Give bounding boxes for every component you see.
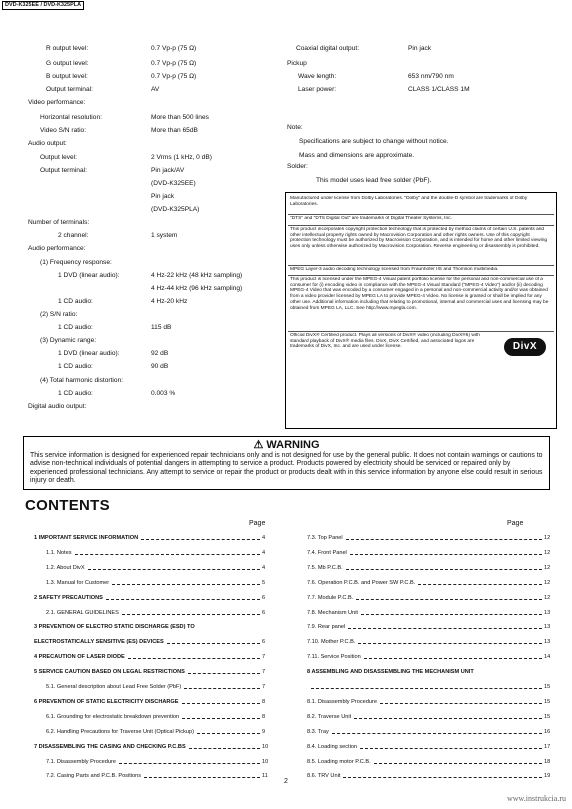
toc-entry: 1.3. Manual for Customer bbox=[46, 579, 110, 586]
toc-leader bbox=[346, 569, 542, 570]
toc-leader bbox=[374, 763, 542, 764]
spec-label: Audio output: bbox=[28, 140, 67, 147]
spec-value: 0.003 % bbox=[151, 390, 176, 397]
toc-entry: 7.8. Mechanism Unit bbox=[307, 609, 358, 616]
toc-entry: 7.11. Service Position bbox=[307, 654, 361, 661]
toc-entry: 8.2. Traverse Unit bbox=[307, 713, 352, 720]
toc-entry: 7.1. Disassembly Procedure bbox=[46, 758, 116, 765]
toc-page-number: 13 bbox=[544, 609, 551, 616]
license-separator bbox=[288, 225, 554, 226]
toc-page-number: 14 bbox=[544, 654, 551, 661]
toc-entry: 7 DISASSEMBLING THE CASING AND CHECKING P.C.BS bbox=[34, 743, 186, 750]
spec-value: More than 500 lines bbox=[151, 114, 209, 121]
toc-leader bbox=[346, 539, 542, 540]
toc-leader bbox=[348, 628, 542, 629]
spec-label: 1 DVD (linear audio): bbox=[58, 272, 120, 279]
toc-leader bbox=[188, 673, 260, 674]
toc-page-number: 8 bbox=[262, 698, 266, 705]
spec-label: Laser power: bbox=[298, 86, 337, 93]
license-separator bbox=[288, 331, 554, 332]
toc-page-number: 8 bbox=[262, 713, 266, 720]
toc-leader bbox=[418, 584, 542, 585]
spec-label: R output level: bbox=[46, 45, 89, 52]
spec-label: Output terminal: bbox=[46, 86, 93, 93]
spec-value: (DVD-K325EE) bbox=[151, 180, 196, 187]
license-separator bbox=[288, 214, 554, 215]
toc-page-number: 18 bbox=[544, 758, 551, 765]
toc-entry: 8.5. Loading motor P.C.B. bbox=[307, 758, 371, 765]
toc-page-number: 12 bbox=[544, 564, 551, 571]
toc-entry: 1.1. Notes bbox=[46, 549, 72, 556]
notes-title: Note: bbox=[287, 124, 303, 131]
toc-page-number: 6 bbox=[262, 639, 266, 646]
spec-label: (4) Total harmonic distortion: bbox=[40, 377, 124, 384]
toc-leader bbox=[356, 599, 542, 600]
toc-page-number: 17 bbox=[544, 743, 551, 750]
spec-value: 0.7 Vp-p (75 Ω) bbox=[151, 73, 197, 80]
toc-entry: 6.2. Handling Precautions for Traverse Unit (Optical Pickup) bbox=[46, 728, 194, 735]
toc-leader bbox=[189, 748, 260, 749]
toc-entry: 7.10. Mother P.C.B. bbox=[307, 639, 356, 646]
toc-leader bbox=[75, 554, 260, 555]
toc-entry: 7.6. Operation P.C.B. and Power SW P.C.B. bbox=[307, 579, 416, 586]
page-number: 2 bbox=[284, 778, 288, 785]
spec-value: 90 dB bbox=[151, 363, 169, 370]
toc-page-number: 19 bbox=[544, 773, 551, 780]
toc-entry: 7.3. Top Panel bbox=[307, 535, 343, 541]
toc-page-number: 13 bbox=[544, 639, 551, 646]
solder-line: This model uses lead free solder (PbF). bbox=[316, 177, 432, 184]
toc-leader bbox=[311, 688, 542, 689]
toc-entry: 8.1. Disassembly Procedure bbox=[307, 698, 377, 705]
toc-entry: 7.9. Rear panel bbox=[307, 624, 346, 631]
toc-leader bbox=[112, 584, 260, 585]
toc-entry: 8.4. Loading section bbox=[307, 743, 358, 750]
license-paragraph: This product incorporates copyright protection technology that is protected by method claims of certain U.S. patents and other intellectual property rights owned by Macrovision Corporation and other rights owners. Use of this copyright protection technology must be authorized by Macrovision Corporation, and is intended for home and other limited viewing uses only unless otherwise authorized by Macrovision Corporation. Reverse engineering or disassembly is prohibited. bbox=[290, 227, 548, 250]
spec-label: (1) Frequency response: bbox=[40, 259, 112, 266]
spec-label: Wave length: bbox=[298, 73, 337, 80]
spec-value: 4 Hz-22 kHz (48 kHz sampling) bbox=[151, 272, 243, 279]
toc-page-number: 10 bbox=[262, 758, 269, 765]
spec-label: Video performance: bbox=[28, 99, 86, 106]
spec-value: 0.7 Vp-p (75 Ω) bbox=[151, 45, 197, 52]
toc-leader bbox=[119, 763, 260, 764]
spec-value: 2 Vrms (1 kHz, 0 dB) bbox=[151, 154, 212, 161]
spec-label: B output level: bbox=[46, 73, 88, 80]
toc-page-number: 4 bbox=[262, 535, 266, 541]
spec-label: Coaxial digital output: bbox=[296, 45, 360, 52]
warning-text: This service information is designed for experienced repair technicians only and is not designed for use by the general public. It does not contain warnings or cautions to advise non-technical individuals of potential dangers in attempting to service a product. Products powered by electricity should be serviced or repaired only by experienced professional technicians. Any attempt to service or repair the product or products dealt with in this service information by anyone else could result in serious injury or death. bbox=[30, 452, 543, 485]
spec-value: CLASS 1/CLASS 1M bbox=[408, 86, 470, 93]
toc-page-number: 4 bbox=[262, 549, 266, 556]
spec-value: (DVD-K325PLA) bbox=[151, 206, 200, 213]
spec-label: Pickup bbox=[287, 60, 307, 67]
toc-entry: 8 ASSEMBLING AND DISASSEMBLING THE MECHANISM UNIT bbox=[307, 669, 474, 676]
toc-leader bbox=[167, 643, 260, 644]
spec-label: Audio performance: bbox=[28, 245, 86, 252]
toc-page-number: 9 bbox=[262, 728, 266, 735]
toc-leader bbox=[122, 614, 260, 615]
spec-label: Output level: bbox=[40, 154, 78, 161]
watermark: www.instrukcia.ru bbox=[506, 794, 566, 803]
spec-label: (2) S/N ratio: bbox=[40, 311, 78, 318]
toc-entry: 5 SERVICE CAUTION BASED ON LEGAL RESTRICTIONS bbox=[34, 669, 185, 676]
toc-leader bbox=[106, 599, 260, 600]
toc-page-number: 6 bbox=[262, 594, 266, 601]
toc-entry: ELECTROSTATICALLY SENSITIVE (ES) DEVICES bbox=[34, 639, 164, 646]
spec-label: 2 channel: bbox=[58, 232, 89, 239]
toc-entry: 2.1. GENERAL GUIDELINES bbox=[46, 609, 119, 616]
license-paragraph: MPEG Layer-3 audio decoding technology licensed from Fraunhofer IIS and Thomson multimedia. bbox=[290, 267, 499, 272]
toc-page-number: 10 bbox=[262, 743, 269, 750]
toc-entry: 7.5. Mb P.C.B. bbox=[307, 564, 343, 571]
toc-entry: 2 SAFETY PRECAUTIONS bbox=[34, 594, 103, 601]
toc-entry: 7.2. Casing Parts and P.C.B. Positions bbox=[46, 773, 142, 780]
spec-label: G output level: bbox=[46, 60, 89, 67]
spec-label: 1 CD audio: bbox=[58, 390, 93, 397]
toc-page-number: 6 bbox=[262, 609, 266, 616]
toc-leader bbox=[332, 733, 542, 734]
toc-page-number: 16 bbox=[544, 728, 551, 735]
spec-label: 1 CD audio: bbox=[58, 324, 93, 331]
toc-entry: 8.6. TRV Unit bbox=[307, 773, 341, 780]
toc-leader bbox=[360, 748, 542, 749]
spec-value: More than 65dB bbox=[151, 127, 198, 134]
license-paragraph: Manufactured under license from Dolby Laboratories. "Dolby" and the double-D symbol are trademarks of Dolby Laboratories. bbox=[290, 196, 528, 207]
toc-leader bbox=[380, 703, 542, 704]
toc-leader bbox=[182, 703, 260, 704]
spec-value: 1 system bbox=[151, 232, 178, 239]
spec-value: 4 Hz-20 kHz bbox=[151, 298, 188, 305]
toc-leader bbox=[361, 614, 542, 615]
notes-line: Mass and dimensions are approximate. bbox=[299, 152, 415, 159]
warning-box bbox=[23, 436, 550, 490]
license-separator bbox=[288, 275, 554, 276]
toc-entry: 4 PRECAUTION OF LASER DIODE bbox=[34, 654, 125, 661]
toc-entry: 6.1. Grounding for electrostatic breakdown prevention bbox=[46, 713, 180, 720]
page-column-label: Page bbox=[249, 520, 266, 527]
spec-label: Output terminal: bbox=[40, 167, 87, 174]
spec-value: Pin jack/AV bbox=[151, 167, 185, 174]
page-column-label: Page bbox=[507, 520, 524, 527]
spec-label: Horizontal resolution: bbox=[40, 114, 102, 121]
spec-value: Pin jack bbox=[151, 193, 175, 200]
toc-entry: 1.2. About DivX bbox=[46, 564, 85, 571]
toc-leader bbox=[350, 554, 542, 555]
toc-leader bbox=[182, 718, 260, 719]
contents-title: CONTENTS bbox=[25, 497, 110, 514]
toc-entry: 7.7. Module P.C.B. bbox=[307, 594, 354, 601]
toc-page-number: 12 bbox=[544, 535, 551, 541]
license-paragraph: Official DivX® Certified product. Plays all versions of DivX® video (including DivX®6) with standard playback of DivX® media files. DivX, DivX Certified, and associated logos are trademarks of DivX, Inc. and are used under license. bbox=[290, 333, 480, 350]
toc-entry: 7.4. Front Panel bbox=[307, 549, 347, 556]
toc-entry: 8.3. Tray bbox=[307, 728, 329, 735]
toc-leader bbox=[141, 539, 260, 540]
toc-leader bbox=[354, 718, 542, 719]
toc-leader bbox=[197, 733, 260, 734]
toc-page-number: 11 bbox=[262, 773, 268, 780]
spec-value: 115 dB bbox=[151, 324, 172, 331]
toc-page-number: 12 bbox=[544, 549, 551, 556]
toc-leader bbox=[88, 569, 260, 570]
warning-title: ⚠ WARNING bbox=[253, 439, 320, 451]
spec-value: 0.7 Vp-p (75 Ω) bbox=[151, 60, 197, 67]
toc-page-number: 7 bbox=[262, 669, 266, 676]
notes-line: Specifications are subject to change without notice. bbox=[299, 138, 449, 145]
toc-page-number: 15 bbox=[544, 698, 551, 705]
spec-value: AV bbox=[151, 86, 160, 93]
toc-leader bbox=[184, 688, 260, 689]
toc-leader bbox=[358, 643, 542, 644]
spec-label: Digital audio output: bbox=[28, 403, 87, 410]
toc-leader bbox=[128, 658, 260, 659]
toc-leader bbox=[364, 658, 542, 659]
license-paragraph: "DTS" and "DTS Digital Out" are trademarks of Digital Theater Systems, Inc. bbox=[290, 216, 452, 221]
toc-entry: 6 PREVENTION OF STATIC ELECTRICITY DISCHARGE bbox=[34, 698, 179, 705]
toc-page-number: 15 bbox=[544, 684, 551, 690]
toc-page-number: 15 bbox=[544, 713, 551, 720]
license-separator bbox=[288, 265, 554, 266]
license-box bbox=[285, 192, 557, 429]
spec-value: 653 nm/790 nm bbox=[408, 73, 454, 80]
toc-page-number: 12 bbox=[544, 594, 551, 601]
document-header: DVD-K325EE / DVD-K325PLA bbox=[2, 1, 84, 10]
toc-page-number: 7 bbox=[262, 684, 266, 690]
solder-title: Solder: bbox=[287, 163, 308, 170]
toc-page-number: 13 bbox=[544, 624, 551, 631]
toc-entry: 5.1. General description about Lead Free Solder (PbF) bbox=[46, 684, 182, 690]
divx-logo: DivX bbox=[504, 338, 546, 356]
spec-label: (3) Dynamic range: bbox=[40, 337, 97, 344]
toc-page-number: 7 bbox=[262, 654, 266, 661]
toc-page-number: 4 bbox=[262, 564, 266, 571]
spec-label: 1 DVD (linear audio): bbox=[58, 350, 120, 357]
spec-label: 1 CD audio: bbox=[58, 363, 93, 370]
spec-value: 4 Hz-44 kHz (96 kHz sampling) bbox=[151, 285, 243, 292]
spec-value: 92 dB bbox=[151, 350, 169, 357]
toc-entry: 1 IMPORTANT SERVICE INFORMATION bbox=[34, 535, 139, 541]
toc-page-number: 5 bbox=[262, 579, 266, 586]
spec-label: Video S/N ratio: bbox=[40, 127, 87, 134]
toc-page-number: 12 bbox=[544, 579, 551, 586]
spec-label: Number of terminals: bbox=[28, 219, 90, 226]
toc-entry: 3 PREVENTION OF ELECTRO STATIC DISCHARGE (ESD) TO bbox=[34, 624, 195, 631]
spec-label: 1 CD audio: bbox=[58, 298, 93, 305]
spec-value: Pin jack bbox=[408, 45, 432, 52]
license-paragraph: This product is licensed under the MPEG-4 Visual patent portfolio license for the personal and non-commercial use of a consumer for (i) encoding video in compliance with the MPEG-4 Visual Standard ("MPEG-4 Video") and/or (ii) decoding MPEG-4 Video that was encoded by a consumer engaged in a personal and non-commercial activity and/or was obtained from a video provider licensed by MPEG LA to provide MPEG-4 Video. No license is granted or shall be implied for any other use. Additional information including that relating to promotional, internal and commercial uses and licensing may be obtained from MPEG LA, LLC. See http://www.mpegla.com. bbox=[290, 277, 549, 311]
